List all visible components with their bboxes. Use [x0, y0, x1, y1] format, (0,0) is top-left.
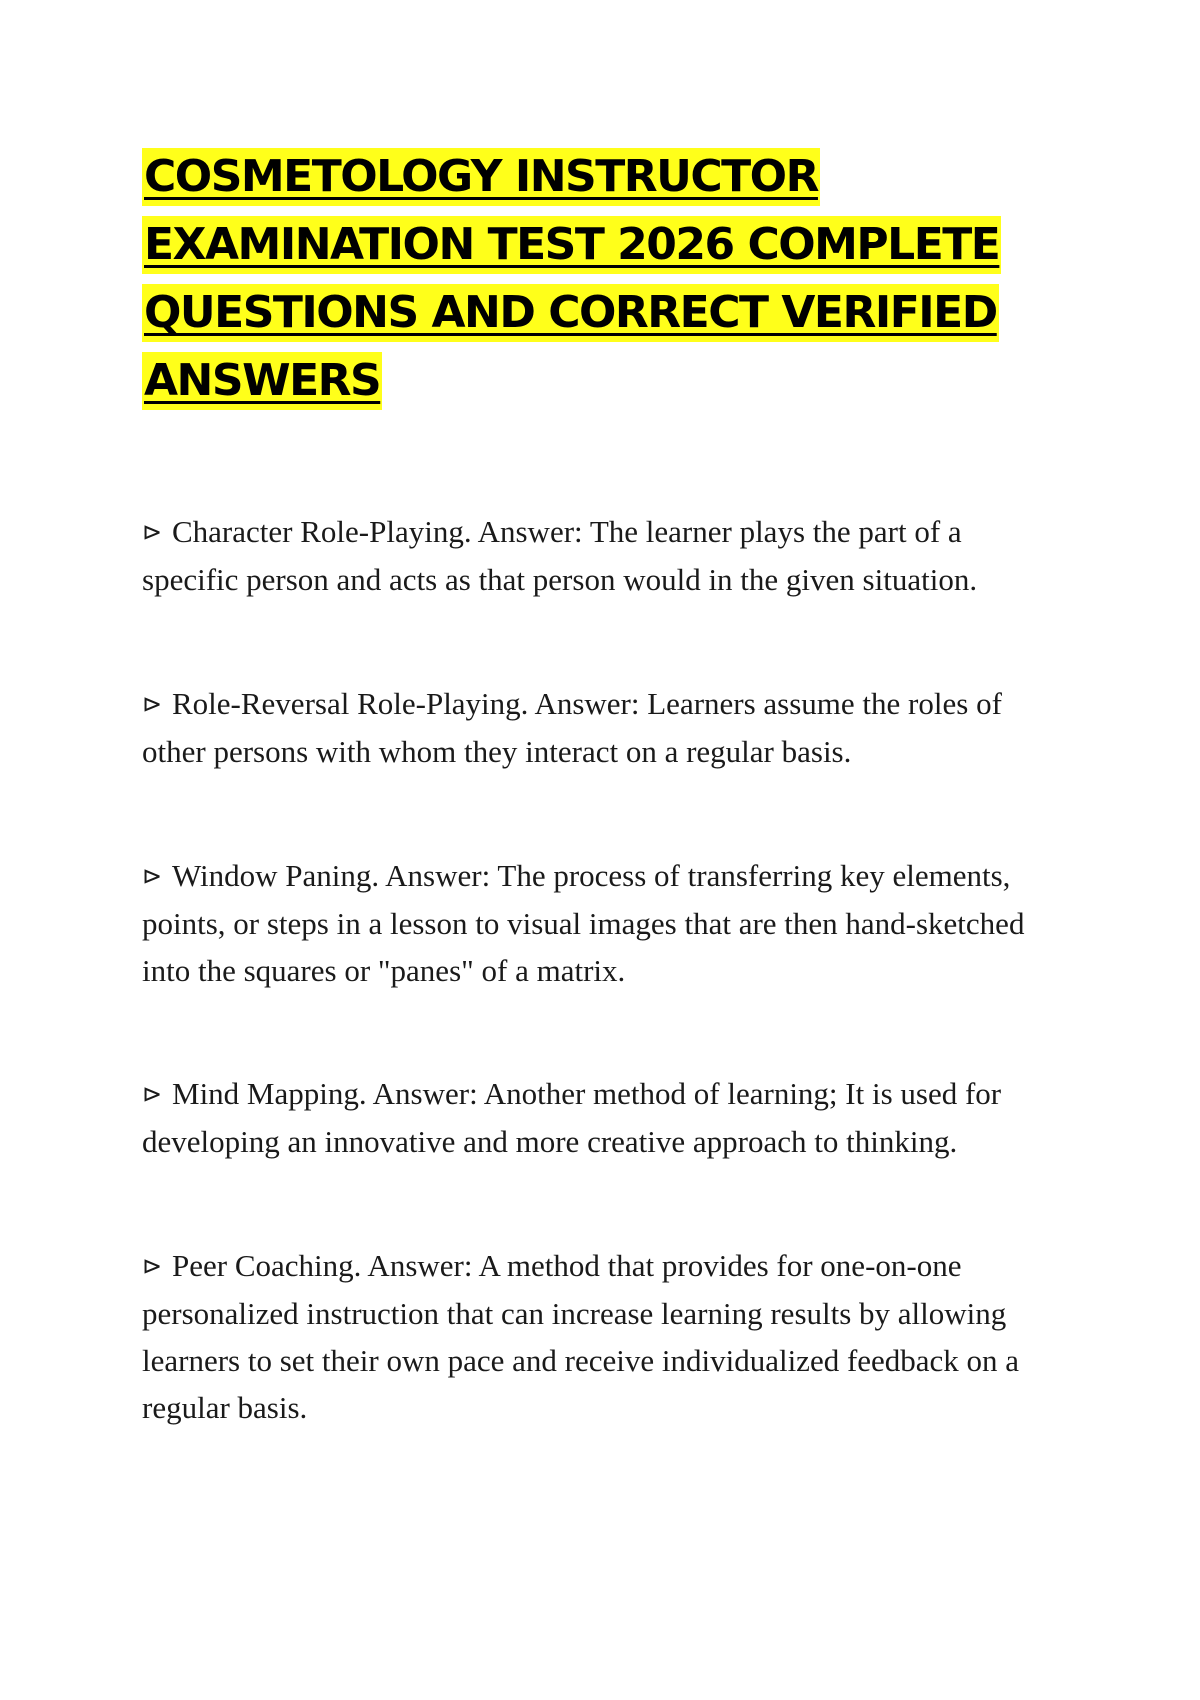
qa-item-mind-mapping [142, 1070, 1062, 1165]
document-title [142, 148, 1042, 420]
title-line-3: QUESTIONS AND CORRECT VERIFIED [142, 284, 999, 342]
title-line-1: COSMETOLOGY INSTRUCTOR [142, 148, 820, 206]
qa-text: Role-Reversal Role-Playing. Answer: Learners assume the roles of other persons with whom they interact on a regular basis. [142, 686, 1002, 769]
triangle-bullet-icon: ⊳ [142, 518, 163, 546]
qa-item-role-reversal [142, 680, 1062, 775]
qa-text: Peer Coaching. Answer: A method that provides for one-on-one personalized instruction that can increase learning results by allowing learners to set their own pace and receive individualized feedback on a regular basis. [142, 1248, 1020, 1425]
triangle-bullet-icon: ⊳ [142, 862, 163, 890]
qa-text: Window Paning. Answer: The process of transferring key elements, points, or steps in a lesson to visual images that are then hand-sketched into the squares or "panes" of a matrix. [142, 858, 1025, 988]
title-line-2: EXAMINATION TEST 2026 COMPLETE [142, 216, 1001, 274]
qa-text: Character Role-Playing. Answer: The learner plays the part of a specific person and acts as that person would in the given situation. [142, 514, 978, 597]
title-line-4: ANSWERS [142, 352, 382, 410]
triangle-bullet-icon: ⊳ [142, 1252, 163, 1280]
qa-item-character-role-playing [142, 508, 1062, 603]
qa-item-window-paning [142, 852, 1062, 994]
qa-text: Mind Mapping. Answer: Another method of learning; It is used for developing an innovative and more creative approach to thinking. [142, 1076, 1002, 1159]
triangle-bullet-icon: ⊳ [142, 1080, 163, 1108]
qa-item-peer-coaching [142, 1242, 1062, 1431]
triangle-bullet-icon: ⊳ [142, 690, 163, 718]
